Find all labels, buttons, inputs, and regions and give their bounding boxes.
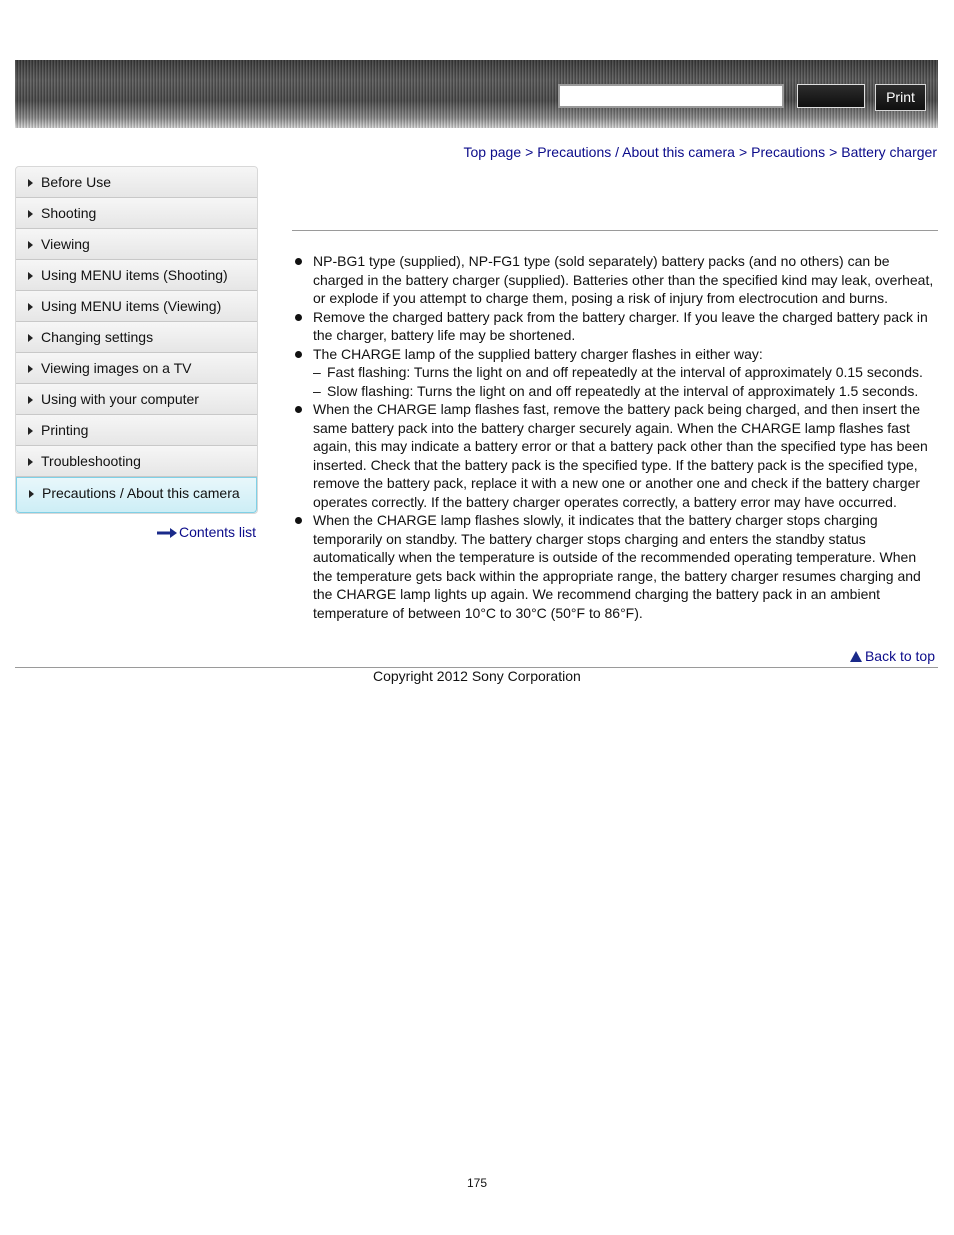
contents-list-link[interactable]	[157, 524, 256, 540]
sub-item-text: Slow flashing: Turns the light on and off repeatedly at the interval of approximately 1.5 seconds.	[327, 382, 919, 399]
copyright-text: Copyright 2012 Sony Corporation	[373, 668, 581, 684]
sidebar-item-before-use[interactable]	[16, 167, 257, 198]
triangle-up-icon	[850, 651, 862, 662]
dash-icon: –	[313, 382, 321, 399]
title-divider	[292, 230, 938, 231]
header-bar	[15, 60, 938, 128]
sidebar-item-label: Using MENU items (Viewing)	[41, 298, 222, 314]
breadcrumb-top-page[interactable]: Top page	[463, 144, 522, 160]
sub-list-item	[292, 363, 938, 382]
sidebar-item-menu-shooting[interactable]	[16, 260, 257, 291]
bullet-icon	[295, 258, 302, 265]
breadcrumb-precautions-about[interactable]: Precautions / About this camera	[537, 144, 735, 160]
sidebar-item-label: Before Use	[41, 174, 112, 190]
sidebar-item-menu-viewing[interactable]	[16, 291, 257, 322]
triangle-right-icon	[28, 241, 33, 249]
sidebar-item-printing[interactable]	[16, 415, 257, 446]
dash-icon: –	[313, 364, 321, 380]
triangle-right-icon	[28, 458, 33, 466]
sidebar-item-changing-settings[interactable]	[16, 322, 257, 353]
breadcrumb-separator: >	[525, 144, 534, 160]
sidebar-item-troubleshooting[interactable]	[16, 446, 257, 477]
bullet-text: NP-BG1 type (supplied), NP-FG1 type (sold separately) battery packs (and no others) can be charged in the battery charger (supplied). Batteries other than the specified kind may leak, overheat, or explode if you attempt to charge them, posing a risk of injury from electrocution and burns.	[313, 253, 934, 306]
sidebar-item-label: Using MENU items (Shooting)	[41, 267, 228, 283]
sidebar-item-precautions[interactable]	[16, 477, 257, 513]
triangle-right-icon	[28, 365, 33, 373]
sidebar-item-label: Shooting	[41, 205, 97, 221]
bullet-icon	[295, 406, 302, 413]
sidebar-item-computer[interactable]	[16, 384, 257, 415]
sidebar-item-label: Using with your computer	[41, 391, 199, 407]
print-button[interactable]: Print	[875, 84, 926, 111]
sidebar-item-label: Viewing images on a TV	[41, 360, 192, 376]
triangle-right-icon	[28, 334, 33, 342]
triangle-right-icon	[28, 179, 33, 187]
contents-list-label: Contents list	[179, 524, 257, 540]
triangle-right-icon	[28, 427, 33, 435]
sidebar-nav	[15, 166, 258, 514]
main-content	[292, 252, 938, 622]
bullet-text: Remove the charged battery pack from the battery charger. If you leave the charged battery pack in the charger, battery life may be shortened.	[313, 308, 928, 343]
list-item	[292, 252, 938, 308]
sidebar-item-viewing[interactable]	[16, 229, 257, 260]
back-to-top-link[interactable]	[850, 648, 935, 664]
triangle-right-icon	[28, 396, 33, 404]
breadcrumb-separator: >	[738, 144, 748, 160]
list-item	[292, 400, 938, 511]
back-to-top-label: Back to top	[864, 648, 935, 664]
sidebar-item-label: Precautions / About this camera	[42, 485, 240, 501]
breadcrumb-battery-charger[interactable]: Battery charger	[841, 144, 937, 160]
search-button[interactable]	[797, 84, 865, 108]
triangle-right-icon	[28, 272, 33, 280]
sidebar-item-label: Viewing	[41, 236, 90, 252]
arrow-right-icon	[157, 528, 177, 538]
list-item	[292, 308, 938, 345]
triangle-right-icon	[29, 490, 34, 498]
bullet-icon	[295, 517, 302, 524]
sidebar-item-label: Troubleshooting	[41, 453, 141, 469]
sidebar-item-viewing-tv[interactable]	[16, 353, 257, 384]
bullet-icon	[295, 314, 302, 321]
bullet-text: When the CHARGE lamp flashes fast, remove the battery pack being charged, and then insert the same battery pack into the battery charger securely again. When the CHARGE lamp flashes fast again, this may indicate a battery error or that a battery pack other than the specified type has been inserted. Check that the battery pack is the specified type. If the battery pack is the specified type, remove the battery pack, replace it with a new one or another one and check if the battery charger operates correctly. If the battery charger operates correctly, a battery error may have occurred.	[313, 401, 928, 510]
triangle-right-icon	[28, 303, 33, 311]
search-input[interactable]	[558, 84, 784, 108]
breadcrumb	[464, 144, 938, 160]
sub-item-text: Fast flashing: Turns the light on and off repeatedly at the interval of approximately 0.15 seconds.	[327, 364, 923, 380]
breadcrumb-precautions[interactable]: Precautions	[751, 144, 826, 160]
list-item	[292, 345, 938, 364]
bullet-text: When the CHARGE lamp flashes slowly, it indicates that the battery charger stops charging temporarily on standby. The battery charger stops charging and enters the standby status automatically when the temperature is outside of the recommended operating temperature. When the temperature gets back within the appropriate range, the battery charger resumes charging and the CHARGE lamp lights up again. We recommend charging the battery pack in an ambient temperature of between 10°C to 30°C (50°F to 86°F).	[313, 512, 921, 621]
triangle-right-icon	[28, 210, 33, 218]
bullet-text: The CHARGE lamp of the supplied battery charger flashes in either way:	[313, 345, 763, 362]
sub-list-item	[292, 382, 938, 401]
breadcrumb-separator: >	[829, 144, 838, 160]
sidebar-item-label: Changing settings	[41, 329, 154, 345]
page-number: 175	[466, 1176, 488, 1190]
sidebar-item-label: Printing	[41, 422, 89, 438]
list-item	[292, 511, 938, 622]
sidebar-item-shooting[interactable]	[16, 198, 257, 229]
bullet-icon	[295, 351, 302, 358]
